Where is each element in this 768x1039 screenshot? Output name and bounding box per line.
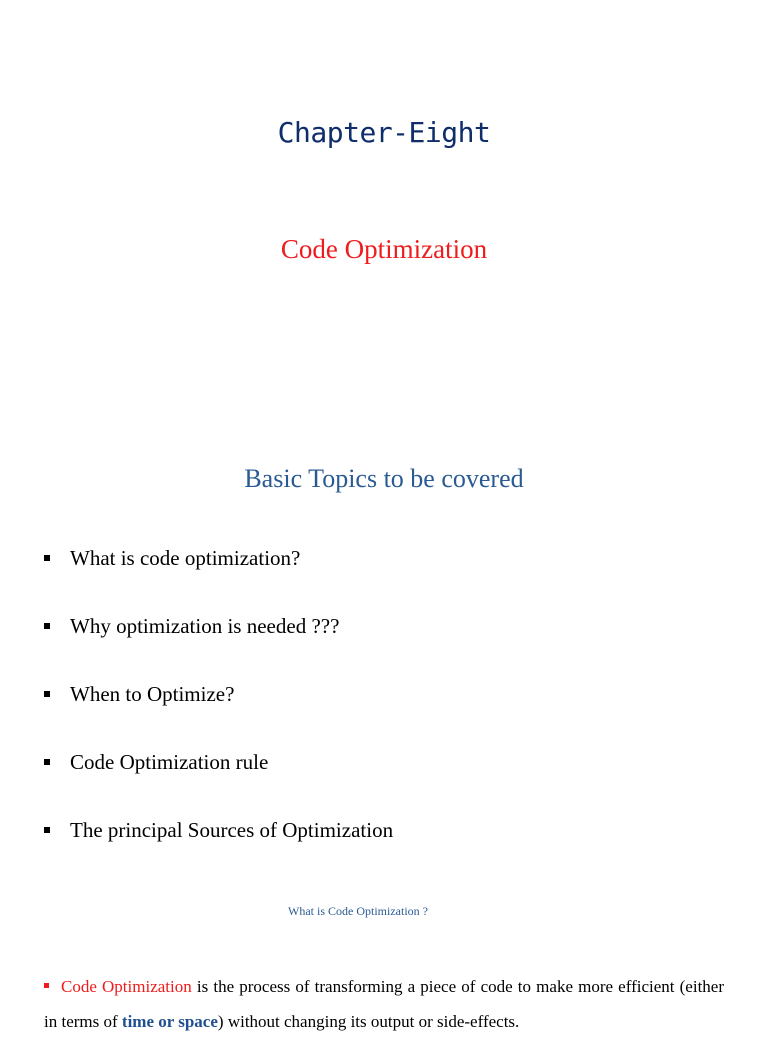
list-item-label: The principal Sources of Optimization bbox=[70, 818, 394, 842]
definition-paragraph bbox=[44, 969, 724, 1039]
list-item bbox=[44, 682, 234, 707]
square-bullet-icon bbox=[44, 623, 50, 629]
list-item bbox=[44, 750, 268, 775]
square-bullet-icon bbox=[44, 759, 50, 765]
topics-heading: Basic Topics to be covered bbox=[244, 464, 524, 493]
definition-emphasis: time or space bbox=[121, 1012, 218, 1031]
definition-text: is the process of transforming a piece of code to make more efficient (either in terms of bbox=[44, 977, 724, 1031]
list-item bbox=[44, 546, 300, 571]
chapter-title: Chapter-Eight bbox=[277, 116, 491, 149]
square-bullet-icon bbox=[44, 827, 50, 833]
subject-title: Code Optimization bbox=[280, 234, 488, 264]
list-item-label: What is code optimization? bbox=[70, 546, 301, 570]
list-item bbox=[44, 818, 393, 843]
definition-term: Code Optimization bbox=[61, 977, 192, 996]
list-item bbox=[44, 614, 339, 639]
square-bullet-icon bbox=[44, 983, 49, 988]
list-item-label: When to Optimize? bbox=[70, 682, 235, 706]
definition-text-end: ) without changing its output or side-effects. bbox=[217, 1012, 520, 1031]
square-bullet-icon bbox=[44, 691, 50, 697]
list-item-label: Code Optimization rule bbox=[70, 750, 269, 774]
section-caption: What is Code Optimization ? bbox=[288, 904, 428, 918]
square-bullet-icon bbox=[44, 555, 50, 561]
list-item-label: Why optimization is needed ??? bbox=[70, 614, 340, 638]
